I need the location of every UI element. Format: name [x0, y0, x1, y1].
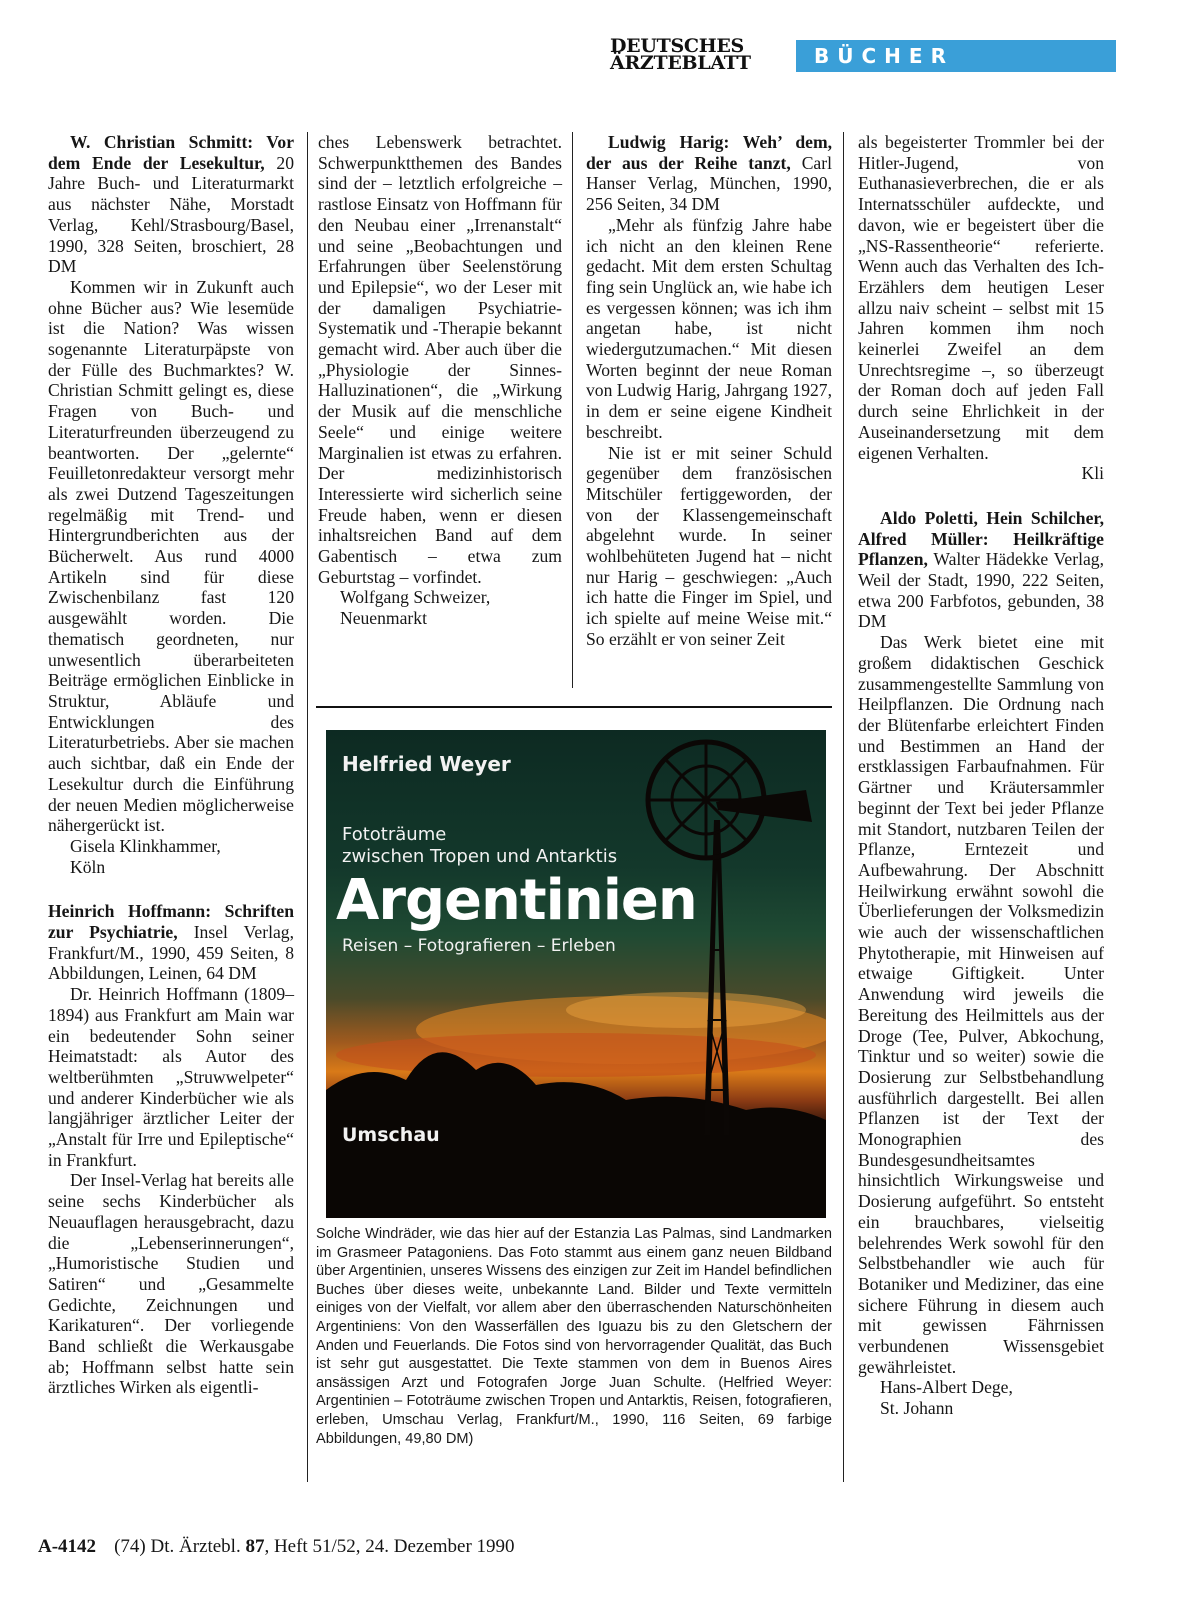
- masthead: [610, 36, 1170, 78]
- cover-title: Argentinien: [336, 868, 697, 933]
- book-cover-photo: [326, 730, 826, 1218]
- review-3-citation: Ludwig Harig: Weh’ dem, der aus der Reihe tanzt, Carl Hanser Verlag, München, 1990, 256 Seiten, 34 DM: [586, 132, 832, 215]
- review-1-citation: W. Christian Schmitt: Vor dem Ende der Lesekultur, 20 Jahre Buch- und Literaturmarkt aus nächster Nähe, Morstadt Verlag, Kehl/Strasbourg/Basel, 1990, 328 Seiten, broschiert, 28 DM: [48, 132, 294, 277]
- review-1-body: Kommen wir in Zukunft auch ohne Bücher aus? Wie lesemüde ist die Nation? Was wissen sogenannte Literaturpäpste von der Fülle des Buchmarktes? W. Christian Schmitt gelingt es, diese Fragen von Buch- und Literaturfreunden überzeugend zu beantworten. Der „gelernte“ Feuilletonredakteur versorgt mehr als zwei Dutzend Tageszeitungen regelmäßig mit Trend- und Hintergrundberichten aus der Bücherwelt. Aus rund 4000 Artikeln sind für diese Zwischenbilanz fast 120 ausgewählt worden. Die thematisch geordneten, nur unwesentlich überarbeiteten Beiträge ermöglichen Einblicke in Struktur, Abläufe und Entwicklungen des Literaturbetriebs. Aber sie machen auch sichtbar, daß ein Ende der Lesekultur durch die Einführung der neuen Medien möglicherweise nähergerückt ist.: [48, 276, 294, 836]
- review-2-place: Neuenmarkt: [340, 608, 427, 629]
- column-divider-1: [307, 132, 308, 1482]
- column-divider-3: [843, 132, 844, 1482]
- column-divider-2: [572, 132, 573, 688]
- cover-author: Helfried Weyer: [342, 752, 511, 776]
- journal-title: DEUTSCHES ÄRZTEBLATT: [610, 35, 751, 74]
- review-4-author: Hans-Albert Dege,: [880, 1377, 1013, 1398]
- cover-subtitle: Fototräume zwischen Tropen und Antarktis: [342, 824, 618, 867]
- review-3-body-1: „Mehr als fünfzig Jahre habe ich nicht an den kleinen Rene gedacht. Mit dem ersten Schultag fing sein Unglück an, wie habe ich es vergessen können; was ich ihm angetan habe, ist nicht wiedergutzumachen.“ Mit diesen Worten beginnt der neue Roman von Ludwig Harig, Jahrgang 1927, in dem er seine eigene Kindheit beschreibt.: [586, 214, 832, 442]
- page-code: A-4142: [38, 1536, 97, 1557]
- cover-publisher: Umschau: [342, 1124, 440, 1146]
- review-3-signature: Kli: [1081, 463, 1104, 484]
- column-1: [48, 132, 294, 1398]
- review-4-body: Das Werk bietet eine mit großem didaktischen Geschick zusammengestellte Sammlung von Heilpflanzen. Die Ordnung nach der Blütenfarbe erleichtert Finden und Bestimmen an Hand der erstklassigen Farbaufnahmen. Für Gärtner und Kräutersammler beginnt der Text bei jeder Pflanze mit Standort, nutzbaren Teilen der Pflanze, Erntezeit und Aufbewahrung. Der Abschnitt Heilwirkung erwähnt sowohl die Überlieferungen der Volksmedizin wie auch der wissenschaftlichen Phytotherapie, mit Hinweisen auf etwaige Giftigkeit. Unter Anwendung wird jeweils die Bereitung des Heilmittels aus der Droge (Tee, Pulver, Abkochung, Tinktur und so weiter) sowie die Dosierung zur Selbstbehandlung ausführlich dargestellt. Bei allen Pflanzen ist der Text der Monographien des Bundesgesundheitsamtes hinsichtlich Wirkungsweise und Dosierung aufgeführt. So entsteht ein brauchbares, vielseitig belehrendes Werk sowohl für den Selbstbehandler wie auch für Botaniker und Mediziner, das eine sichere Führung in diesem auch mit gewissen Fährnissen verbundenen Wissensgebiet gewährleistet.: [858, 632, 1104, 1377]
- picture-top-rule: [316, 706, 832, 708]
- review-3-body-3: als begeisterter Trommler bei der Hitler-Jugend, von Euthanasieverbrechen, die er als Internatsschüler aufdeckte, und davon, wie er begeistert über die „NS-Rassentheorie“ referierte. Wenn auch das Verhalten des Ich-Erzählers dem heutigen Leser allzu naiv scheint – selbst mit 15 Jahren kommen ihm noch keinerlei Zweifel an dem Unrechtsregime –, so überzeugt der Roman doch auf jeden Fall durch seine Ehrlichkeit in der Auseinandersetzung mit dem eigenen Verhalten.: [858, 132, 1104, 463]
- page-footer: A-4142 (74) Dt. Ärztebl. 87, Heft 51/52, 24. Dezember 1990: [38, 1536, 515, 1557]
- review-1-author: Gisela Klinkhammer,: [70, 835, 221, 856]
- column-4: [858, 132, 1104, 1419]
- column-3: [586, 132, 832, 650]
- review-2-author: Wolfgang Schweizer,: [340, 587, 491, 608]
- section-label: BÜCHER: [796, 40, 1116, 72]
- cover-tagline: Reisen – Fotografieren – Erleben: [342, 936, 616, 956]
- review-2-body-2: Der Insel-Verlag hat bereits alle seine sechs Kinderbücher als Neuauflagen herausgebracht, dazu die „Lebenserinnerungen“, „Humoristische Studien und Satiren“ und „Gesammelte Gedichte, Zeichnungen und Karikaturen“. Der vorliegende Band schließt die Werkausgabe ab; Hoffmann selbst hatte sein ärztliches Wirken als eigentli-: [48, 1170, 294, 1398]
- volume-number: 87: [245, 1536, 265, 1557]
- review-2-citation: Heinrich Hoffmann: Schriften zur Psychiatrie, Insel Verlag, Frankfurt/M., 1990, 459 Seiten, 8 Abbildungen, Leinen, 64 DM: [48, 901, 294, 984]
- review-1-place: Köln: [70, 856, 106, 877]
- column-2: [318, 132, 562, 629]
- review-2-body-3: ches Lebenswerk betrachtet. Schwerpunktthemen des Bandes sind der – letztlich erfolgreiche – rastlose Einsatz von Hoffmann für den Neubau einer „Irrenanstalt“ und seine „Beobachtungen und Erfahrungen über Seelenstörung und Epilepsie“, wo der Leser mit der damaligen Psychiatrie-Systematik und -Therapie bekannt gemacht wird. Aber auch über die „Physiologie der Sinnes-Halluzinationen“, die „Wirkung der Musik auf die menschliche Seele“ und einige weitere Marginalien ist etwas zu erfahren. Der medizinhistorisch Interessierte wird sicherlich seine Freude haben, wenn er diesen inhaltsreichen Band auf dem Gabentisch – etwa zum Geburtstag – vorfindet.: [318, 132, 562, 587]
- review-2-body-1: Dr. Heinrich Hoffmann (1809–1894) aus Frankfurt am Main war ein bedeutender Sohn seiner Heimatstadt: als Autor des weltberühmten „Struwwelpeter“ und anderer Kinderbücher wie als langjähriger ärztlicher Leiter der „Anstalt für Irre und Epileptische“ in Frankfurt.: [48, 984, 294, 1170]
- picture-caption: Solche Windräder, wie das hier auf der Estanzia Las Palmas, sind Landmarken im Grasmeer Patagoniens. Das Foto stammt aus einem ganz neuen Bildband über Argentinien, unseres Wissens des einzigen zur Zeit im Handel befindlichen Buches über dieses weite, unbekannte Land. Bilder und Texte vermitteln einiges von der Vielfalt, vor allem aber den überraschenden Naturschönheiten Argentiniens: Von den Wasserfällen des Iguazu bis zu den Gletschern der Anden und Feuerlands. Die Fotos sind von hervorragender Qualität, das Buch ist sehr gut ausgestattet. Die Texte stammen von dem in Buenos Aires ansässigen Arzt und Fotografen Jorge Juan Schulte. (Helfried Weyer: Argentinien – Fototräume zwischen Tropen und Antarktis, Reisen, fotografieren, erleben, Umschau Verlag, Frankfurt/M., 1990, 116 Seiten, 69 farbige Abbildungen, 49,80 DM): [316, 1226, 832, 1447]
- review-3-body-2: Nie ist er mit seiner Schuld gegenüber dem französischen Mitschüler fertiggeworden, der von der Klassengemeinschaft abgelehnt wurde. In seiner wohlbehüteten Jugend hat – nicht nur Harig – geschwiegen: „Auch ich hatte die Finger im Spiel, und ich spielte auf meine Weise mit.“ So erzählt er von seiner Zeit: [586, 442, 832, 649]
- review-4-citation: Aldo Poletti, Hein Schilcher, Alfred Müller: Heilkräftige Pflanzen, Walter Hädekke Verlag, Weil der Stadt, 1990, 222 Seiten, etwa 200 Farbfotos, gebunden, 38 DM: [858, 507, 1104, 632]
- review-4-place: St. Johann: [880, 1398, 954, 1419]
